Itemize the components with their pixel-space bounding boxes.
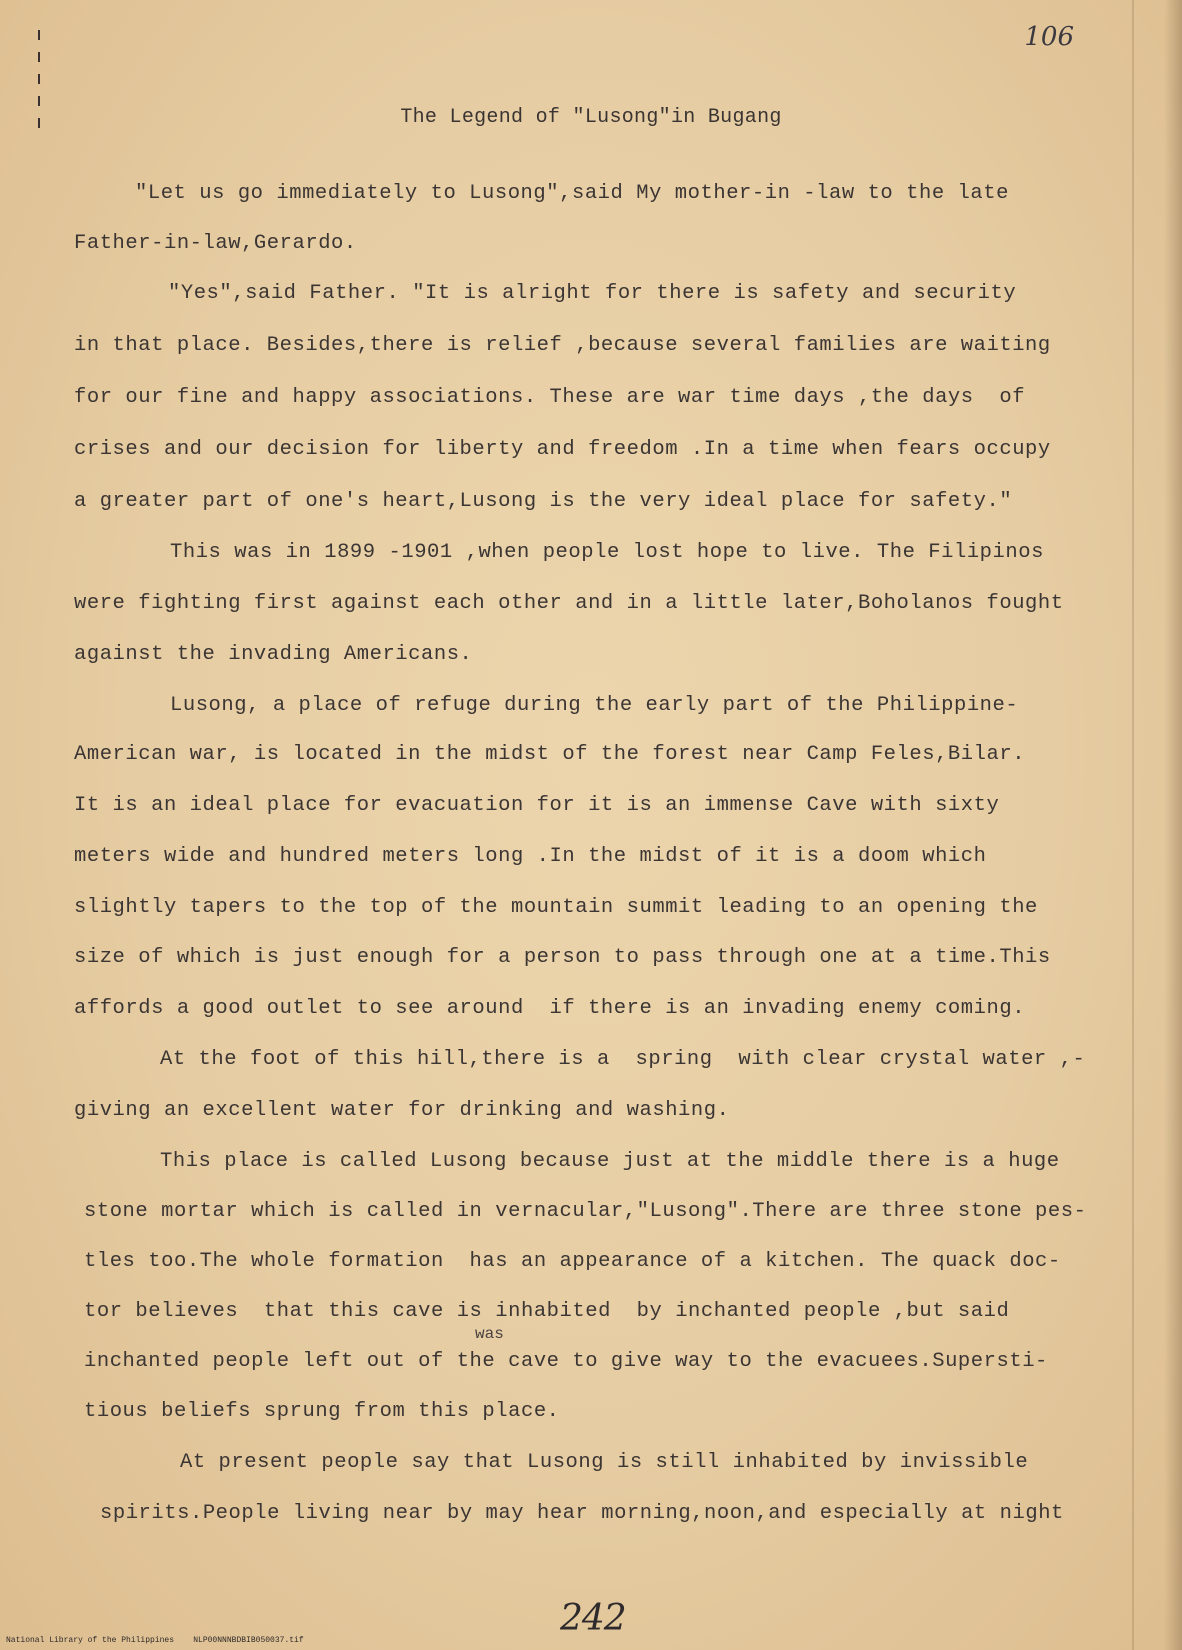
- text-line: meters wide and hundred meters long .In the midst of it is a doom which: [74, 845, 987, 868]
- binding-holes: [36, 30, 42, 150]
- text-line: "Let us go immediately to Lusong",said My mother-in -law to the late: [135, 182, 1009, 205]
- text-line: This was in 1899 -1901 ,when people lost hope to live. The Filipinos: [170, 541, 1044, 564]
- handwritten-insertion: was: [475, 1325, 504, 1343]
- text-line: stone mortar which is called in vernacular,"Lusong".There are three stone pes-: [84, 1200, 1087, 1223]
- archive-footer: National Library of the Philippines NLP00NNNBDBIB050037.tif: [6, 1636, 304, 1645]
- text-line: tious beliefs sprung from this place.: [84, 1400, 560, 1423]
- page-number: 106: [1024, 22, 1074, 52]
- page-fold-line: [1132, 0, 1134, 1650]
- page-edge-shadow: [1164, 0, 1182, 1650]
- text-line: affords a good outlet to see around if there is an invading enemy coming.: [74, 997, 1026, 1020]
- text-line: tles too.The whole formation has an appearance of a kitchen. The quack doc-: [84, 1250, 1061, 1273]
- text-line: American war, is located in the midst of the forest near Camp Feles,Bilar.: [74, 743, 1026, 766]
- text-line: It is an ideal place for evacuation for it is an immense Cave with sixty: [74, 794, 1000, 817]
- text-line: slightly tapers to the top of the mountain summit leading to an opening the: [74, 896, 1038, 919]
- text-line: for our fine and happy associations. These are war time days ,the days of: [74, 386, 1026, 409]
- text-line: inchanted people left out of the cave to give way to the evacuees.Supersti-: [84, 1350, 1048, 1373]
- text-line: tor believes that this cave is inhabited by inchanted people ,but said: [84, 1300, 1010, 1323]
- text-line: a greater part of one's heart,Lusong is the very ideal place for safety.": [74, 490, 1013, 513]
- text-line: against the invading Americans.: [74, 643, 473, 666]
- text-line: spirits.People living near by may hear morning,noon,and especially at night: [100, 1502, 1064, 1525]
- document-title: The Legend of "Lusong"in Bugang: [400, 106, 782, 129]
- text-line: This place is called Lusong because just at the middle there is a huge: [160, 1150, 1060, 1173]
- text-line: "Yes",said Father. "It is alright for there is safety and security: [168, 282, 1017, 305]
- handwritten-page-number: 242: [560, 1598, 626, 1639]
- text-line: Father-in-law,Gerardo.: [74, 232, 357, 255]
- text-line: were fighting first against each other and in a little later,Boholanos fought: [74, 592, 1064, 615]
- text-line: At the foot of this hill,there is a spring with clear crystal water ,-: [160, 1048, 1086, 1071]
- text-line: crises and our decision for liberty and freedom .In a time when fears occupy: [74, 438, 1051, 461]
- text-line: size of which is just enough for a person to pass through one at a time.This: [74, 946, 1051, 969]
- text-line: in that place. Besides,there is relief ,because several families are waiting: [74, 334, 1051, 357]
- text-line: giving an excellent water for drinking and washing.: [74, 1099, 730, 1122]
- text-line: At present people say that Lusong is still inhabited by invissible: [180, 1451, 1029, 1474]
- text-line: Lusong, a place of refuge during the early part of the Philippine-: [170, 694, 1019, 717]
